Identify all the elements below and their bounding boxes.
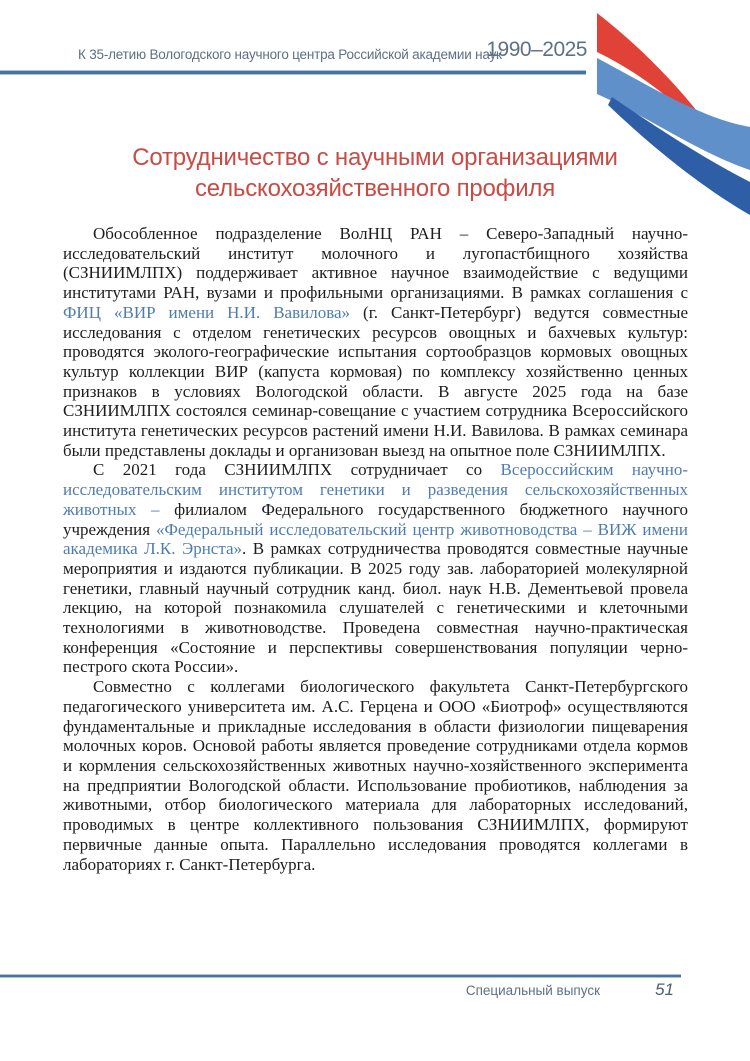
page-title: Сотрудничество с научными организациями сельскохозяйственного профиля bbox=[132, 144, 618, 202]
paragraph bbox=[63, 224, 688, 460]
footer-rule bbox=[0, 974, 681, 978]
text-run: . В рамках сотрудничества проводятся совместные научные мероприятия и издаются публикации. В 2025 году зав. лабораторией молекулярной генетики, главный научный сотрудник канд. биол. наук Н.В. Дементьевой провела лекцию, на которой познакомила слушателей с генетическими и клеточными технологиями в животноводстве. Проведена совместная научно-практическая конференция «Состояние и перспективы совершенствования популяции черно-пестрого скота России». bbox=[63, 539, 688, 677]
organization-link[interactable]: «Федеральный исследовательский центр животноводства – ВИЖ имени академика Л.К. Эрнста» bbox=[63, 519, 688, 559]
header-years: 1990–2025 bbox=[486, 38, 587, 61]
article-body bbox=[63, 224, 688, 874]
paragraph bbox=[63, 460, 688, 677]
header-anniversary-note: К 35-летию Вологодского научного центра Российской академии наук bbox=[78, 47, 502, 62]
footer-page-number: 51 bbox=[655, 980, 674, 999]
text-run: С 2021 года СЗНИИМЛПХ сотрудничает со bbox=[93, 460, 501, 480]
organization-link[interactable]: Всероссийским научно-исследовательским институтом генетики и разведения сельскохозяйственных животных – bbox=[63, 460, 688, 519]
paragraph bbox=[63, 677, 688, 874]
footer-issue-label: Специальный выпуск bbox=[465, 983, 600, 998]
header-rule bbox=[0, 70, 586, 75]
text-run: филиалом Федерального государственного бюджетного научного учреждения bbox=[63, 499, 688, 539]
text-run: Обособленное подразделение ВолНЦ РАН – Северо-Западный научно-исследовательский институт молочного и лугопастбищного хозяйства (СЗНИИМЛПХ) поддерживает активное научное взаимодействие с ведущими институтами РАН, вузами и профильными организациями. В рамках соглашения с bbox=[63, 224, 688, 303]
text-run: Совместно с коллегами биологического факультета Санкт-Петербургского педагогического университета им. А.С. Герцена и ООО «Биотроф» осуществляются фундаментальные и прикладные исследования в области физиологии пищеварения молочных коров. Основой работы является проведение сотрудниками отдела кормов и кормления сельскохозяйственных животных научно-хозяйственного эксперимента на предприятии Вологодской области. Использование пробиотиков, наблюдения за животными, отбор биологического материала для лабораторных исследований, проводимых в центре коллективного пользования СЗНИИМЛПХ, формируют первичные данные опыта. Параллельно исследования проводятся коллегами в лабораториях г. Санкт-Петербурга. bbox=[63, 677, 688, 874]
text-run: (г. Санкт-Петербург) ведутся совместные исследования с отделом генетических ресурсов овощных и бахчевых культур: проводятся эколого-географические испытания сортообразцов кормовых овощных культур коллекции ВИР (капуста кормовая) по комплексу хозяйственно ценных признаков в условиях Вологодской области. В августе 2025 года на базе СЗНИИМЛПХ состоялся семинар-совещание с участием сотрудника Всероссийского института генетических ресурсов растений имени Н.И. Вавилова. В рамках семинара были представлены доклады и организован выезд на опытное поле СЗНИИМЛПХ. bbox=[63, 302, 688, 460]
organization-link[interactable]: ФИЦ «ВИР имени Н.И. Вавилова» bbox=[63, 302, 351, 322]
